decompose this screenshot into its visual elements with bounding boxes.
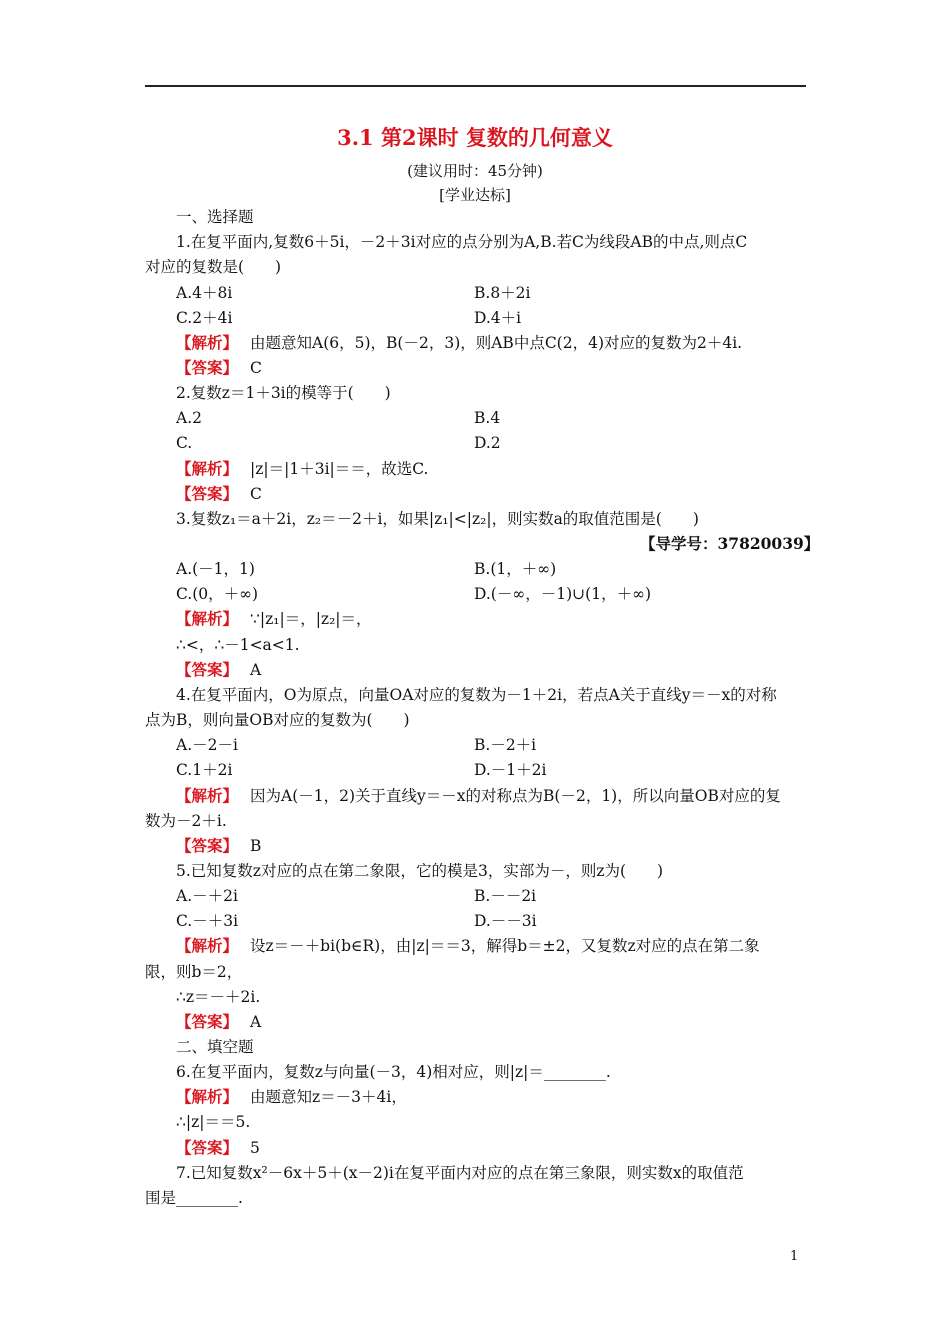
q1-option-a: A.4＋8i — [176, 284, 233, 302]
q4-option-d: D.－1＋2i — [474, 761, 547, 779]
q5-analysis-row — [176, 936, 760, 956]
q1-option-d: D.4＋i — [474, 309, 522, 327]
q1-answer-row — [176, 358, 262, 378]
q2-option-c: C. — [176, 434, 193, 452]
q4-option-c: C.1＋2i — [176, 761, 233, 779]
analysis-tag: 【解析】 — [176, 609, 239, 628]
q4-option-b: B.－2＋i — [474, 736, 537, 754]
q3-option-a: A.(－1，1) — [176, 560, 255, 578]
q4-analysis-row — [176, 786, 781, 806]
q2-option-a: A.2 — [176, 409, 202, 427]
q5-analysis-cont-2: ∴z＝－＋2i. — [176, 988, 261, 1006]
header-rule — [145, 85, 806, 87]
q6-analysis: 由题意知z＝－3＋4i， — [250, 1088, 407, 1106]
page-number: 1 — [790, 1249, 799, 1264]
q5-option-d: D.－－3i — [474, 912, 537, 930]
q3-option-d: D.(－∞，－1)∪(1，＋∞) — [474, 585, 652, 603]
analysis-tag: 【解析】 — [176, 786, 239, 805]
answer-tag: 【答案】 — [176, 660, 239, 679]
answer-tag: 【答案】 — [176, 1012, 239, 1031]
page-title: 3.1 第2课时 复数的几何意义 — [337, 125, 613, 150]
q4-text-cont: 点为B，则向量OB对应的复数为( ) — [145, 711, 410, 729]
time-note: (建议用时：45分钟) — [407, 162, 543, 180]
q6-analysis-cont: ∴|z|＝＝5. — [176, 1113, 251, 1131]
analysis-tag: 【解析】 — [176, 333, 239, 352]
q1-text: 1.在复平面内,复数6＋5i，－2＋3i对应的点分别为A,B.若C为线段AB的中点,则点C — [176, 233, 748, 251]
analysis-tag: 【解析】 — [176, 459, 239, 478]
section-choice: 一、选择题 — [176, 208, 254, 226]
q5-option-a: A.－＋2i — [176, 887, 238, 905]
q1-option-c: C.2＋4i — [176, 309, 233, 327]
q5-answer-row — [176, 1012, 261, 1032]
q3-analysis-row — [176, 609, 372, 629]
q1-answer: C — [250, 359, 262, 377]
q2-option-b: B.4 — [474, 409, 501, 427]
level-label: [学业达标] — [439, 186, 511, 204]
q6-text: 6.在复平面内，复数z与向量(－3，4)相对应，则|z|＝________. — [176, 1063, 611, 1081]
q5-option-c: C.－＋3i — [176, 912, 239, 930]
q3-answer: A — [250, 661, 262, 679]
q3-option-b: B.(1，＋∞) — [474, 560, 557, 578]
q5-text: 5.已知复数z对应的点在第二象限，它的模是3，实部为－，则z为( ) — [176, 862, 664, 880]
guide-number: 【导学号：37820039】 — [640, 534, 820, 553]
q3-answer-row — [176, 660, 261, 680]
q1-analysis-row — [176, 333, 742, 353]
q6-answer: 5 — [250, 1139, 260, 1157]
q3-analysis-cont: ∴<，∴－1<a<1. — [176, 636, 300, 654]
q3-text: 3.复数z₁＝a＋2i，z₂＝－2＋i，如果|z₁|<|z₂|，则实数a的取值范围是( ) — [176, 510, 699, 528]
q6-answer-row — [176, 1138, 260, 1158]
q4-option-a: A.－2－i — [176, 736, 238, 754]
q7-text: 7.已知复数x²－6x＋5＋(x－2)i在复平面内对应的点在第三象限，则实数x的取值范 — [176, 1164, 744, 1182]
q4-answer-row — [176, 836, 261, 856]
answer-tag: 【答案】 — [176, 836, 239, 855]
q2-answer-row — [176, 484, 262, 504]
q4-answer: B — [250, 837, 262, 855]
answer-tag: 【答案】 — [176, 358, 239, 377]
q4-text: 4.在复平面内，O为原点，向量OA对应的复数为－1＋2i，若点A关于直线y＝－x的对称 — [176, 686, 777, 704]
q2-answer: C — [250, 485, 262, 503]
q3-option-c: C.(0，＋∞) — [176, 585, 259, 603]
q2-option-d: D.2 — [474, 434, 501, 452]
q4-analysis-cont: 数为－2＋i. — [145, 812, 227, 830]
q6-analysis-row — [176, 1087, 407, 1107]
q2-analysis-row — [176, 459, 429, 479]
q5-analysis-cont: 限，则b＝2， — [145, 963, 243, 981]
analysis-tag: 【解析】 — [176, 1087, 239, 1106]
q5-analysis: 设z＝－＋bi(b∈R)，由|z|＝＝3，解得b＝±2，又复数z对应的点在第二象 — [250, 937, 760, 955]
q2-analysis: |z|＝|1＋3i|＝＝，故选C. — [250, 460, 429, 478]
answer-tag: 【答案】 — [176, 1138, 239, 1157]
q2-text: 2.复数z＝1＋3i的模等于( ) — [176, 384, 391, 402]
q5-answer: A — [250, 1013, 262, 1031]
analysis-tag: 【解析】 — [176, 936, 239, 955]
answer-tag: 【答案】 — [176, 484, 239, 503]
q5-option-b: B.－－2i — [474, 887, 537, 905]
section-fill: 二、填空题 — [176, 1038, 254, 1056]
q1-option-b: B.8＋2i — [474, 284, 531, 302]
q1-text-cont: 对应的复数是( ) — [145, 258, 282, 276]
q3-analysis: ∵|z₁|＝，|z₂|＝， — [250, 610, 372, 628]
q7-text-cont: 围是________. — [145, 1189, 243, 1207]
q4-analysis: 因为A(－1，2)关于直线y＝－x的对称点为B(－2，1)，所以向量OB对应的复 — [250, 787, 781, 805]
q1-analysis: 由题意知A(6，5)，B(－2，3)，则AB中点C(2，4)对应的复数为2＋4i. — [250, 334, 743, 352]
